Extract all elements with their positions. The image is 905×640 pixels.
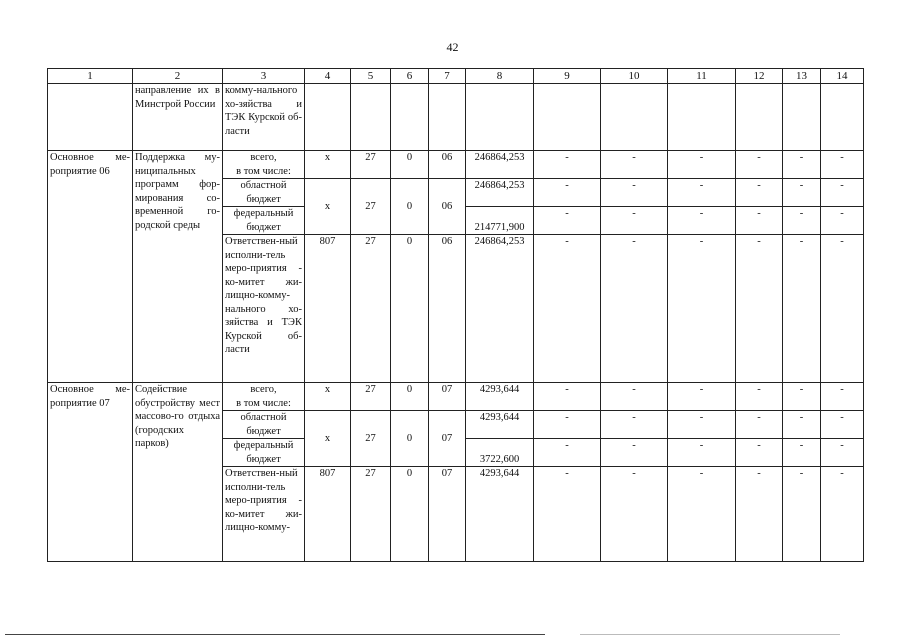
cell-dash: -	[736, 467, 783, 562]
cell-dash: -	[534, 467, 601, 562]
cell: x	[305, 411, 351, 467]
cell-dash: -	[783, 235, 821, 383]
cell-dash: -	[736, 235, 783, 383]
col-header: 7	[429, 69, 466, 84]
col-header: 2	[133, 69, 223, 84]
cell-amount: 246864,253	[466, 235, 534, 383]
cell: 27	[351, 179, 391, 235]
col-header: 11	[668, 69, 736, 84]
cell: 07	[429, 467, 466, 562]
cell-dash: -	[668, 411, 736, 439]
budget-table	[47, 68, 864, 562]
cell-dash: -	[736, 151, 783, 179]
cell-dash: -	[534, 439, 601, 467]
cell-amount: 246864,253	[466, 151, 534, 179]
cell-amount: 4293,644	[466, 411, 534, 439]
cell-dash: -	[668, 151, 736, 179]
cell-amount: 246864,253	[466, 179, 534, 207]
including-label: в том числе:	[236, 397, 291, 409]
cell-dash: -	[821, 411, 864, 439]
federal-budget-label: федеральный бюджет	[223, 207, 305, 235]
cell-dash: -	[668, 207, 736, 235]
cell: 0	[391, 411, 429, 467]
col-header: 13	[783, 69, 821, 84]
cell-dash: -	[534, 151, 601, 179]
cell-dash: -	[821, 207, 864, 235]
col-header: 9	[534, 69, 601, 84]
cell-dash: -	[821, 439, 864, 467]
cell-text: направление их в Минстрой России	[133, 84, 223, 151]
cell-dash: -	[783, 151, 821, 179]
cell: 0	[391, 179, 429, 235]
cell-dash: -	[736, 179, 783, 207]
cell-dash: -	[601, 439, 668, 467]
measure-name: Основное ме-роприятие 07	[48, 383, 133, 562]
col-header: 14	[821, 69, 864, 84]
cell-dash: -	[668, 467, 736, 562]
cell-dash: -	[783, 179, 821, 207]
table-row	[48, 151, 864, 179]
total-label: всего,	[250, 384, 277, 395]
cell-dash: -	[601, 383, 668, 411]
cell-dash: -	[668, 235, 736, 383]
cell-dash: -	[783, 383, 821, 411]
cell-dash: -	[736, 383, 783, 411]
cell-amount: 4293,644	[466, 383, 534, 411]
cell-dash: -	[821, 179, 864, 207]
responsible-executor: Ответствен-ный исполни-тель меро-приятия - ко-митет жи-лищно-комму-	[223, 467, 305, 562]
regional-budget-label: областной бюджет	[223, 179, 305, 207]
cell-dash: -	[736, 411, 783, 439]
measure-description: Содействие обустройству мест массово-го отдыха (городских парков)	[133, 383, 223, 562]
page-number: 42	[446, 40, 459, 54]
scan-edge-line	[580, 634, 840, 635]
cell-dash: -	[821, 383, 864, 411]
col-header: 6	[391, 69, 429, 84]
table-row-continuation	[48, 84, 864, 151]
cell-dash: -	[783, 467, 821, 562]
cell-dash: -	[668, 383, 736, 411]
regional-budget-label: областной бюджет	[223, 411, 305, 439]
cell: 0	[391, 383, 429, 411]
cell-dash: -	[668, 439, 736, 467]
cell: 0	[391, 151, 429, 179]
measure-name: Основное ме-роприятие 06	[48, 151, 133, 383]
col-header: 5	[351, 69, 391, 84]
cell: 06	[429, 235, 466, 383]
including-label: в том числе:	[236, 165, 291, 177]
cell: 06	[429, 179, 466, 235]
table-row	[48, 383, 864, 411]
cell-amount: 214771,900	[466, 207, 534, 235]
cell: 07	[429, 411, 466, 467]
total-label: всего,	[250, 152, 277, 163]
cell: x	[305, 383, 351, 411]
cell-dash: -	[783, 207, 821, 235]
cell: 807	[305, 235, 351, 383]
cell: 06	[429, 151, 466, 179]
total-label-cell	[223, 151, 305, 179]
cell-dash: -	[534, 411, 601, 439]
cell: 27	[351, 235, 391, 383]
cell-dash: -	[736, 207, 783, 235]
cell-dash: -	[668, 179, 736, 207]
cell: 07	[429, 383, 466, 411]
cell-dash: -	[601, 235, 668, 383]
cell-dash: -	[821, 467, 864, 562]
cell: x	[305, 179, 351, 235]
col-header: 3	[223, 69, 305, 84]
federal-budget-label: федеральный бюджет	[223, 439, 305, 467]
cell-dash: -	[736, 439, 783, 467]
cell: 0	[391, 235, 429, 383]
cell: 27	[351, 411, 391, 467]
col-header: 4	[305, 69, 351, 84]
cell-dash: -	[601, 467, 668, 562]
header-row	[48, 69, 864, 84]
cell: 27	[351, 383, 391, 411]
col-header: 1	[48, 69, 133, 84]
cell-dash: -	[821, 235, 864, 383]
measure-description: Поддержка му-ниципальных программ фор-мирования со-временной го-родской среды	[133, 151, 223, 383]
cell-dash: -	[783, 439, 821, 467]
cell-dash: -	[534, 235, 601, 383]
cell: x	[305, 151, 351, 179]
cell-dash: -	[534, 207, 601, 235]
scan-edge-line	[5, 634, 545, 635]
cell-amount: 4293,644	[466, 467, 534, 562]
col-header: 10	[601, 69, 668, 84]
cell-dash: -	[534, 383, 601, 411]
cell: 27	[351, 151, 391, 179]
cell: 27	[351, 467, 391, 562]
cell-dash: -	[601, 207, 668, 235]
cell: 0	[391, 467, 429, 562]
responsible-executor: Ответствен-ный исполни-тель меро-приятия - ко-митет жи-лищно-комму-нального хо-зяйства и ТЭК Курской об-ласти	[223, 235, 305, 383]
cell-dash: -	[821, 151, 864, 179]
cell-amount: 3722,600	[466, 439, 534, 467]
cell-dash: -	[601, 411, 668, 439]
col-header: 12	[736, 69, 783, 84]
cell-dash: -	[783, 411, 821, 439]
cell-dash: -	[601, 179, 668, 207]
cell-text: комму-нального хо-зяйства и ТЭК Курской об-ласти	[223, 84, 305, 151]
col-header: 8	[466, 69, 534, 84]
cell: 807	[305, 467, 351, 562]
cell-dash: -	[601, 151, 668, 179]
cell-dash: -	[534, 179, 601, 207]
total-label-cell	[223, 383, 305, 411]
